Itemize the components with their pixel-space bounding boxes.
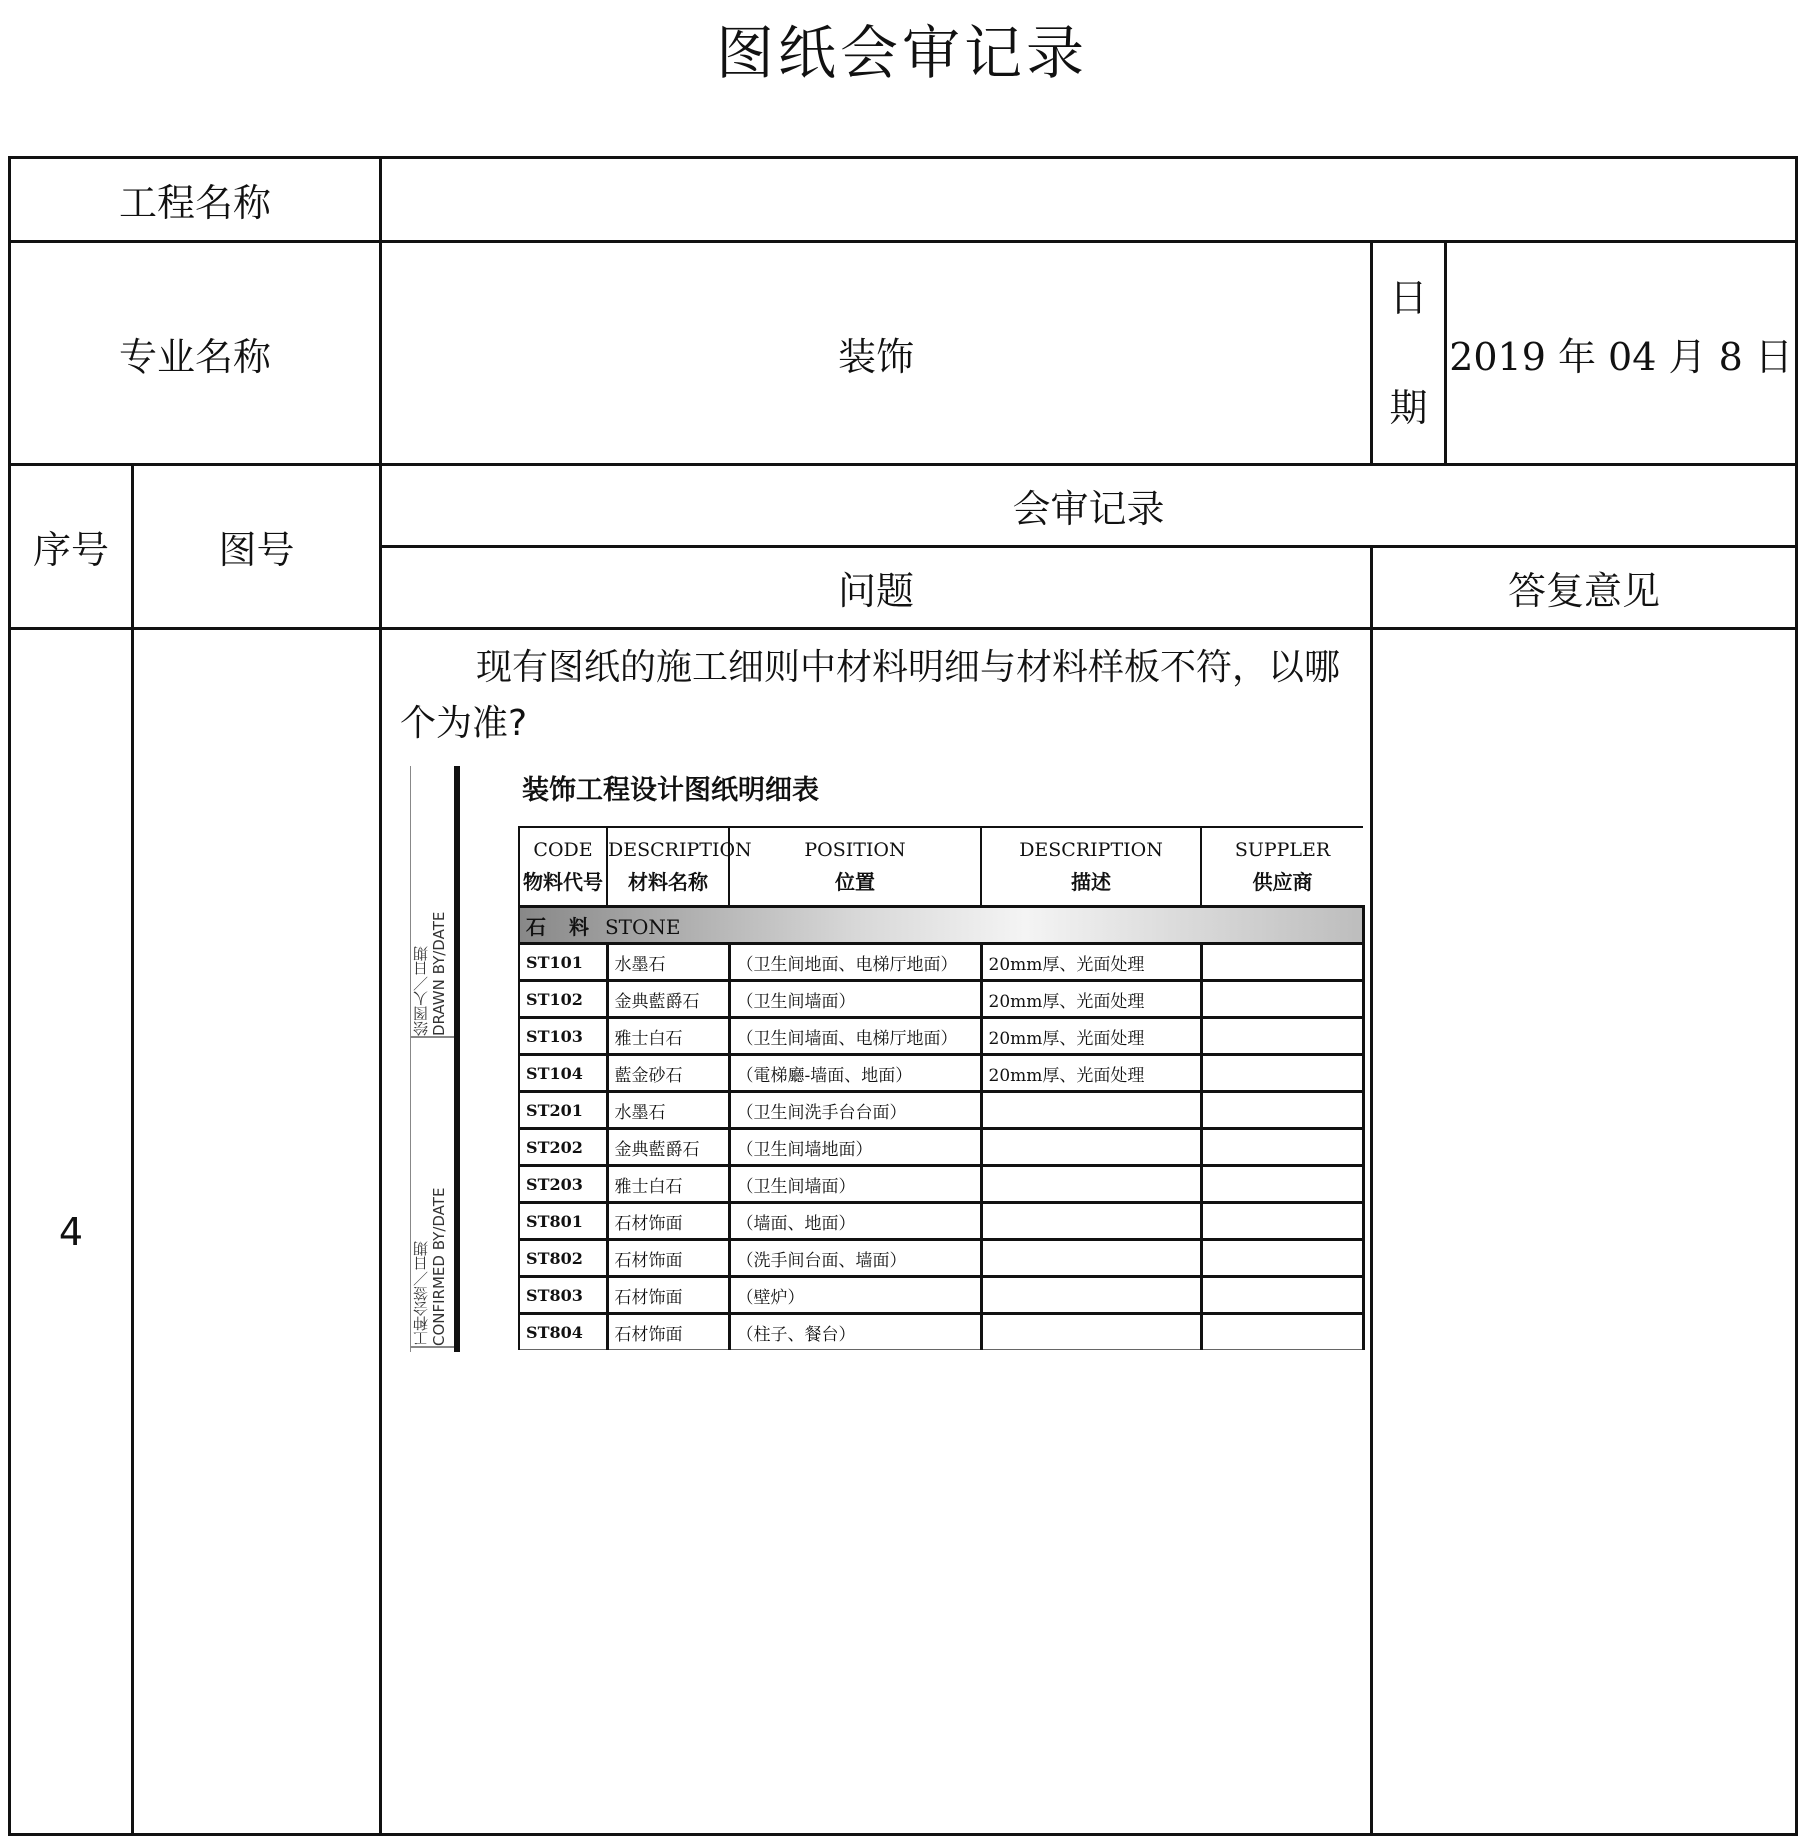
material-position-cell: （卫生间墙面） [729, 981, 981, 1018]
header-code: CODE 物料代号 [519, 827, 607, 907]
header-position: POSITION 位置 [729, 827, 981, 907]
material-desc-cell [981, 1129, 1201, 1166]
header-description: DESCRIPTION 材料名称 [607, 827, 729, 907]
material-code-cell: ST102 [519, 981, 607, 1018]
date-label-top: 日 [1389, 276, 1428, 320]
material-supplier-cell [1201, 944, 1363, 981]
material-desc-cell: 20mm厚、光面处理 [981, 1055, 1201, 1092]
material-supplier-cell [1201, 981, 1363, 1018]
review-record-header: 会审记录 [381, 465, 1797, 547]
sheet-thin-bar [410, 766, 411, 1352]
material-desc-cell [981, 1240, 1201, 1277]
material-name-cell: 水墨石 [607, 1092, 729, 1129]
material-name-cell: 雅士白石 [607, 1166, 729, 1203]
material-name-cell: 石材饰面 [607, 1314, 729, 1350]
material-code-cell: ST804 [519, 1314, 607, 1350]
material-supplier-cell [1201, 1240, 1363, 1277]
sheet-separator [410, 1036, 454, 1038]
material-code-cell: ST802 [519, 1240, 607, 1277]
material-code-cell: ST801 [519, 1203, 607, 1240]
material-name-cell: 石材饰面 [607, 1203, 729, 1240]
material-code-cell: ST202 [519, 1129, 607, 1166]
drawing-no-header: 图号 [133, 465, 381, 629]
material-row [519, 1166, 1363, 1203]
category-row [519, 907, 1363, 944]
material-name-cell: 水墨石 [607, 944, 729, 981]
material-desc-cell [981, 1203, 1201, 1240]
material-desc-cell [981, 1092, 1201, 1129]
material-position-cell: （壁炉） [729, 1277, 981, 1314]
material-name-cell: 金典藍爵石 [607, 1129, 729, 1166]
seq-header: 序号 [10, 465, 133, 629]
material-supplier-cell [1201, 1166, 1363, 1203]
material-supplier-cell [1201, 1314, 1363, 1350]
material-desc-cell: 20mm厚、光面处理 [981, 1018, 1201, 1055]
material-position-cell: （卫生间洗手台台面） [729, 1092, 981, 1129]
entry-drawing-no [133, 629, 381, 1835]
material-row [519, 1018, 1363, 1055]
reply-header: 答复意见 [1372, 547, 1797, 629]
material-row [519, 1092, 1363, 1129]
material-code-cell: ST201 [519, 1092, 607, 1129]
material-name-cell: 藍金砂石 [607, 1055, 729, 1092]
material-row [519, 1203, 1363, 1240]
sheet-separator-bottom [410, 1346, 454, 1348]
material-schedule-table [518, 826, 1365, 1350]
material-position-cell: （墙面、地面） [729, 1203, 981, 1240]
confirmed-by-label: 工种会签／日期 CONFIRMED BY/DATE [412, 1187, 449, 1346]
entry-question-cell [381, 629, 1372, 1835]
project-name-label: 工程名称 [10, 158, 381, 242]
material-position-cell: （卫生间地面、电梯厅地面） [729, 944, 981, 981]
material-row [519, 1314, 1363, 1350]
material-name-cell: 金典藍爵石 [607, 981, 729, 1018]
material-position-cell: （電梯廳-墙面、地面） [729, 1055, 981, 1092]
date-value: 2019 年 04 月 8 日 [1446, 242, 1797, 465]
question-header: 问题 [381, 547, 1372, 629]
entry-seq: 4 [10, 629, 133, 1835]
embedded-sheet-image [410, 766, 1356, 1352]
material-code-cell: ST803 [519, 1277, 607, 1314]
header-supplier: SUPPLER 供应商 [1201, 827, 1363, 907]
material-supplier-cell [1201, 1203, 1363, 1240]
material-position-cell: （卫生间墙地面） [729, 1129, 981, 1166]
drawn-by-label: 绘图人／日期 DRAWN BY/DATE [412, 911, 449, 1036]
review-record-table [8, 156, 1798, 1836]
material-supplier-cell [1201, 1129, 1363, 1166]
material-position-cell: （卫生间墙面、电梯厅地面） [729, 1018, 981, 1055]
material-desc-cell: 20mm厚、光面处理 [981, 981, 1201, 1018]
sheet-title: 装饰工程设计图纸明细表 [522, 775, 820, 806]
header-desc: DESCRIPTION 描述 [981, 827, 1201, 907]
date-label [1372, 242, 1446, 465]
material-supplier-cell [1201, 1277, 1363, 1314]
material-row [519, 1055, 1363, 1092]
material-row [519, 1240, 1363, 1277]
material-row [519, 981, 1363, 1018]
material-code-cell: ST203 [519, 1166, 607, 1203]
material-desc-cell [981, 1277, 1201, 1314]
material-desc-cell [981, 1314, 1201, 1350]
entry-reply [1372, 629, 1797, 1835]
material-code-cell: ST101 [519, 944, 607, 981]
category-stone: 石 料 STONE [519, 907, 1363, 944]
material-desc-cell [981, 1166, 1201, 1203]
sheet-left-bar [454, 766, 460, 1352]
entry-question-text: 现有图纸的施工细则中材料明细与材料样板不符，以哪个为准? [400, 647, 1341, 744]
material-position-cell: （柱子、餐台） [729, 1314, 981, 1350]
project-name-value [381, 158, 1797, 242]
material-name-cell: 雅士白石 [607, 1018, 729, 1055]
date-label-bottom: 期 [1389, 386, 1428, 430]
material-row [519, 1129, 1363, 1166]
material-position-cell: （卫生间墙面） [729, 1166, 981, 1203]
material-row [519, 1277, 1363, 1314]
material-supplier-cell [1201, 1055, 1363, 1092]
material-position-cell: （洗手间台面、墙面） [729, 1240, 981, 1277]
material-header-row [519, 827, 1363, 907]
material-supplier-cell [1201, 1018, 1363, 1055]
material-code-cell: ST103 [519, 1018, 607, 1055]
discipline-label: 专业名称 [10, 242, 381, 465]
page-title: 图纸会审记录 [715, 19, 1088, 87]
material-desc-cell: 20mm厚、光面处理 [981, 944, 1201, 981]
material-row [519, 944, 1363, 981]
material-name-cell: 石材饰面 [607, 1240, 729, 1277]
discipline-value: 装饰 [381, 242, 1372, 465]
material-name-cell: 石材饰面 [607, 1277, 729, 1314]
material-supplier-cell [1201, 1092, 1363, 1129]
material-code-cell: ST104 [519, 1055, 607, 1092]
